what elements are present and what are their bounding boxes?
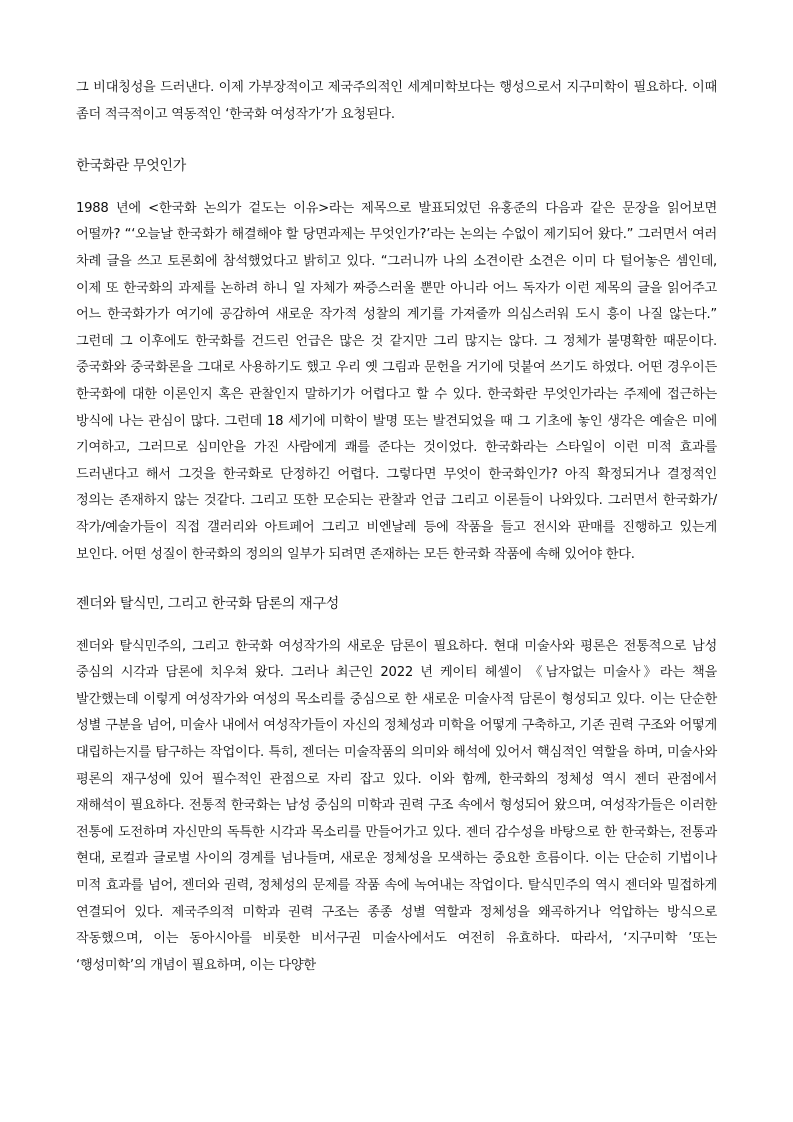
section-heading-what-is-korean-painting: 한국화란 무엇인가 bbox=[76, 158, 186, 175]
section-paragraph-what-is-korean-painting: 1988 년에 <한국화 논의가 겉도는 이유>라는 제목으로 발표되었던 유홍준의 다음과 같은 문장을 읽어보면 어떨까? “‘오늘날 한국화가 해결해야 할 당면과제는 무엇인가?’라는 논의는 수없이 제기되어 왔다.” 그러면서 여러 차례 글을 쓰고 토론회에 참석했었다고 밝히고 있다. “그러니까 나의 소견이란 소견은 이미 다 털어놓은 셈인데, 이제 또 한국화의 과제를 논하려 하니 일 자체가 짜증스러울 뿐만 아니라 어느 독자가 이런 제목의 글을 읽어주고 어느 한국화가가 여기에 공감하여 새로운 작가적 성찰의 계기를 가져줄까 의심스러워 도시 흥이 나질 않는다.” 그런데 그 이후에도 한국화를 건드린 언급은 많은 것 같지만 그리 많지는 않다. 그 정체가 불명확한 때문이다. 중국화와 중국화론을 그대로 사용하기도 했고 우리 옛 그림과 문헌을 거기에 덧붙여 쓰기도 하였다. 어떤 경우이든 한국화에 대한 이론인지 혹은 관찰인지 말하기가 어렵다고 할 수 있다. 한국화란 무엇인가라는 주제에 접근하는 방식에 나는 관심이 많다. 그런데 18 세기에 미학이 발명 또는 발견되었을 때 그 기초에 놓인 생각은 예술은 미에 기여하고, 그러므로 심미안을 가진 사람에게 쾌를 준다는 것이었다. 한국화라는 스타일이 이런 미적 효과를 드러낸다고 해서 그것을 한국화로 단정하긴 어렵다. 그렇다면 무엇이 한국화인가? 아직 확정되거나 결정적인 정의는 존재하지 않는 것같다. 그리고 또한 모순되는 관찰과 언급 그리고 이론들이 나와있다. 그러면서 한국화가/작가/예술가들이 직접 갤러리와 아트페어 그리고 비엔날레 등에 작품을 들고 전시와 판매를 진행하고 있는게 보인다. 어떤 성질이 한국화의 정의의 일부가 되려면 존재하는 모든 한국화 작품에 속해 있어야 한다. bbox=[76, 200, 717, 562]
intro-paragraph: 그 비대칭성을 드러낸다. 이제 가부장적이고 제국주의적인 세계미학보다는 행성으로서 지구미학이 필요하다. 이때 좀더 적극적이고 역동적인 ‘한국화 여성작가’가 요청된다. bbox=[76, 80, 717, 122]
section-heading-gender-decolonial: 젠더와 탈식민, 그리고 한국화 담론의 재구성 bbox=[76, 596, 339, 613]
section-paragraph-gender-decolonial: 젠더와 탈식민주의, 그리고 한국화 여성작가의 새로운 담론이 필요하다. 현대 미술사와 평론은 전통적으로 남성 중심의 시각과 담론에 치우쳐 왔다. 그러나 최근인 2022 년 케이티 헤셀이 《남자없는 미술사》라는 책을 발간했는데 이렇게 여성작가와 여성의 목소리를 중심으로 한 새로운 미술사적 담론이 형성되고 있다. 이는 단순한 성별 구분을 넘어, 미술사 내에서 여성작가들이 자신의 정체성과 미학을 어떻게 구축하고, 기존 권력 구조와 어떻게 대립하는지를 탐구하는 작업이다. 특히, 젠더는 미술작품의 의미와 해석에 있어서 핵심적인 역할을 하며, 미술사와 평론의 재구성에 있어 필수적인 관점으로 자리 잡고 있다. 이와 함께, 한국화의 정체성 역시 젠더 관점에서 재해석이 필요하다. 전통적 한국화는 남성 중심의 미학과 권력 구조 속에서 형성되어 왔으며, 여성작가들은 이러한 전통에 도전하며 자신만의 독특한 시각과 목소리를 만들어가고 있다. 젠더 감수성을 바탕으로 한 한국화는, 전통과 현대, 로컬과 글로벌 사이의 경계를 넘나들며, 새로운 정체성을 모색하는 중요한 흐름이다. 이는 단순히 기법이나 미적 효과를 넘어, 젠더와 권력, 정체성의 문제를 작품 속에 녹여내는 작업이다. 탈식민주의 역시 젠더와 밀접하게 연결되어 있다. 제국주의적 미학과 권력 구조는 종종 성별 역할과 정체성을 왜곡하거나 억압하는 방식으로 작동했으며, 이는 동아시아를 비롯한 비서구권 미술사에서도 여전히 유효하다. 따라서, ‘지구미학 ’또는 ‘행성미학’의 개념이 필요하며, 이는 다양한 bbox=[76, 638, 717, 973]
text-column bbox=[76, 75, 717, 979]
